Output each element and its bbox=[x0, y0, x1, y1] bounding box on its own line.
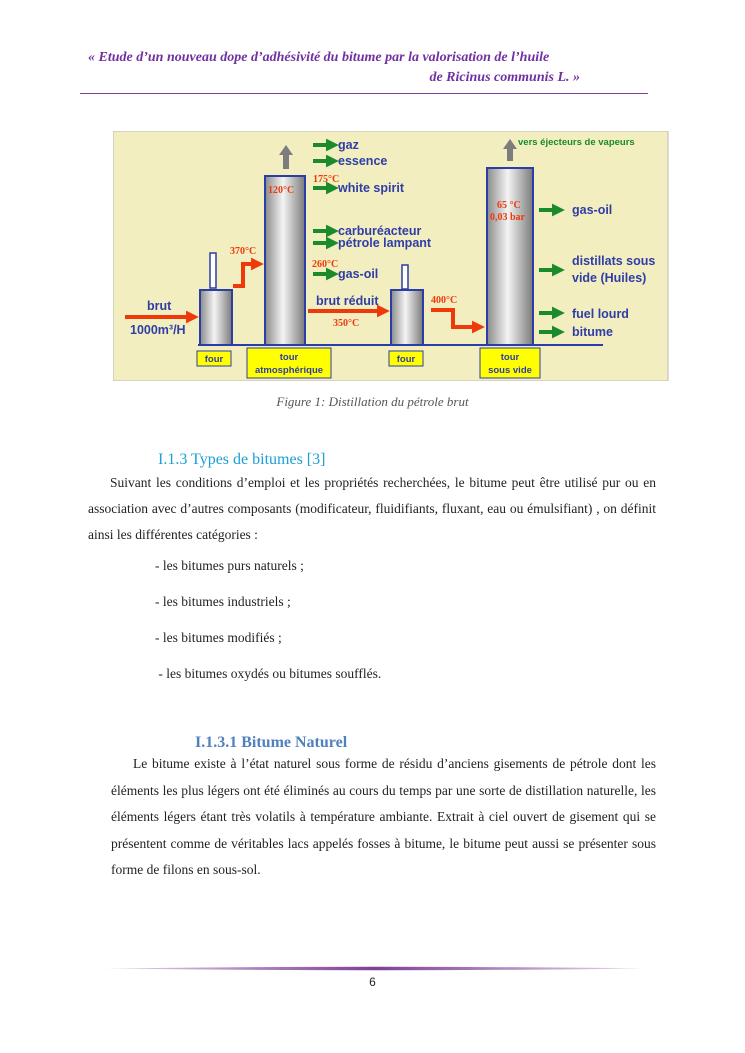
product-bitume: bitume bbox=[572, 325, 613, 339]
feed-label: brut bbox=[147, 299, 172, 313]
product-gas-oil-atm: gas-oil bbox=[338, 267, 379, 281]
figure-caption: Figure 1: Distillation du pétrole brut bbox=[276, 394, 469, 409]
header-rule bbox=[80, 93, 648, 94]
product-white-spirit: white spirit bbox=[338, 181, 404, 195]
header-line-1: « Etude d’un nouveau dope d’adhésivité du bitume par la valorisation de l’huile bbox=[88, 50, 550, 65]
product-gaz: gaz bbox=[338, 138, 359, 152]
pressure-label: 0,03 bar bbox=[490, 212, 525, 223]
temp-260: 260°C bbox=[312, 259, 339, 270]
feed-flow: 1000m³/H bbox=[130, 323, 186, 337]
vacuum-tower bbox=[487, 168, 533, 345]
section-title: I.1.3 Types de bitumes [3] bbox=[158, 451, 326, 468]
list-item: - les bitumes industriels ; bbox=[155, 594, 291, 609]
furnace-1 bbox=[200, 290, 232, 345]
product-distillats-1: distillats sous bbox=[572, 254, 656, 268]
footer-rule bbox=[105, 966, 643, 971]
temp-400: 400°C bbox=[431, 295, 458, 306]
temp-175: 175°C bbox=[313, 174, 340, 185]
unit-vac-1: tour bbox=[500, 352, 520, 363]
product-carbureacteur: carburéacteur bbox=[338, 224, 422, 238]
product-essence: essence bbox=[338, 154, 388, 168]
furnace-1-chimney bbox=[210, 253, 216, 288]
reduced-crude-label: brut réduit bbox=[316, 294, 379, 308]
unit-four-2: four bbox=[396, 354, 416, 365]
distillation-figure bbox=[113, 131, 672, 381]
atmospheric-tower bbox=[265, 176, 305, 345]
header-line-2: de Ricinus communis L. » bbox=[429, 70, 580, 85]
product-petrole-lampant: pétrole lampant bbox=[338, 236, 432, 250]
list-item: - les bitumes purs naturels ; bbox=[155, 558, 304, 573]
temp-120: 120°C bbox=[268, 185, 295, 196]
list-item: - les bitumes modifiés ; bbox=[155, 630, 282, 645]
unit-atm-1: tour bbox=[279, 352, 299, 363]
unit-four-1: four bbox=[204, 354, 224, 365]
product-gas-oil-vac: gas-oil bbox=[572, 203, 613, 217]
unit-vac-2: sous vide bbox=[488, 365, 532, 376]
vapour-ejector-label: vers éjecteurs de vapeurs bbox=[518, 137, 635, 148]
page-number: 6 bbox=[369, 975, 376, 989]
temp-350: 350°C bbox=[333, 318, 360, 329]
product-distillats-2: vide (Huiles) bbox=[572, 271, 647, 285]
section-paragraph: Suivant les conditions d’emploi et les propriétés recherchées, le bitume peut être utilisé pur ou en association avec d’autres composants (modificateur, fluidifiants, fluxant, eau ou émulsifiant) , on définit ainsi les différentes catégories : bbox=[88, 475, 656, 542]
temp-65: 65 °C bbox=[497, 200, 521, 211]
unit-atm-2: atmosphérique bbox=[254, 365, 324, 376]
furnace-2-chimney bbox=[402, 265, 408, 289]
subsection-paragraph: Le bitume existe à l’état naturel sous forme de résidu d’anciens gisements de pétrole dont les éléments les plus légers ont été éliminés au cours du temps par une sorte de distillation naturelle, les éléments légers étant très volatils à température ambiante. Extrait à ciel ouvert de gisement qui se présentent comme de véritables lacs appelés fosses à bitume, le bitume peut aussi se présenter sous forme de filons en sous-sol. bbox=[111, 756, 656, 877]
furnace-2 bbox=[391, 290, 423, 345]
temp-370: 370°C bbox=[230, 246, 257, 257]
subsection-title: I.1.3.1 Bitume Naturel bbox=[195, 734, 348, 751]
list-item: - les bitumes oxydés ou bitumes soufflés. bbox=[155, 666, 382, 681]
product-fuel-lourd: fuel lourd bbox=[572, 307, 629, 321]
